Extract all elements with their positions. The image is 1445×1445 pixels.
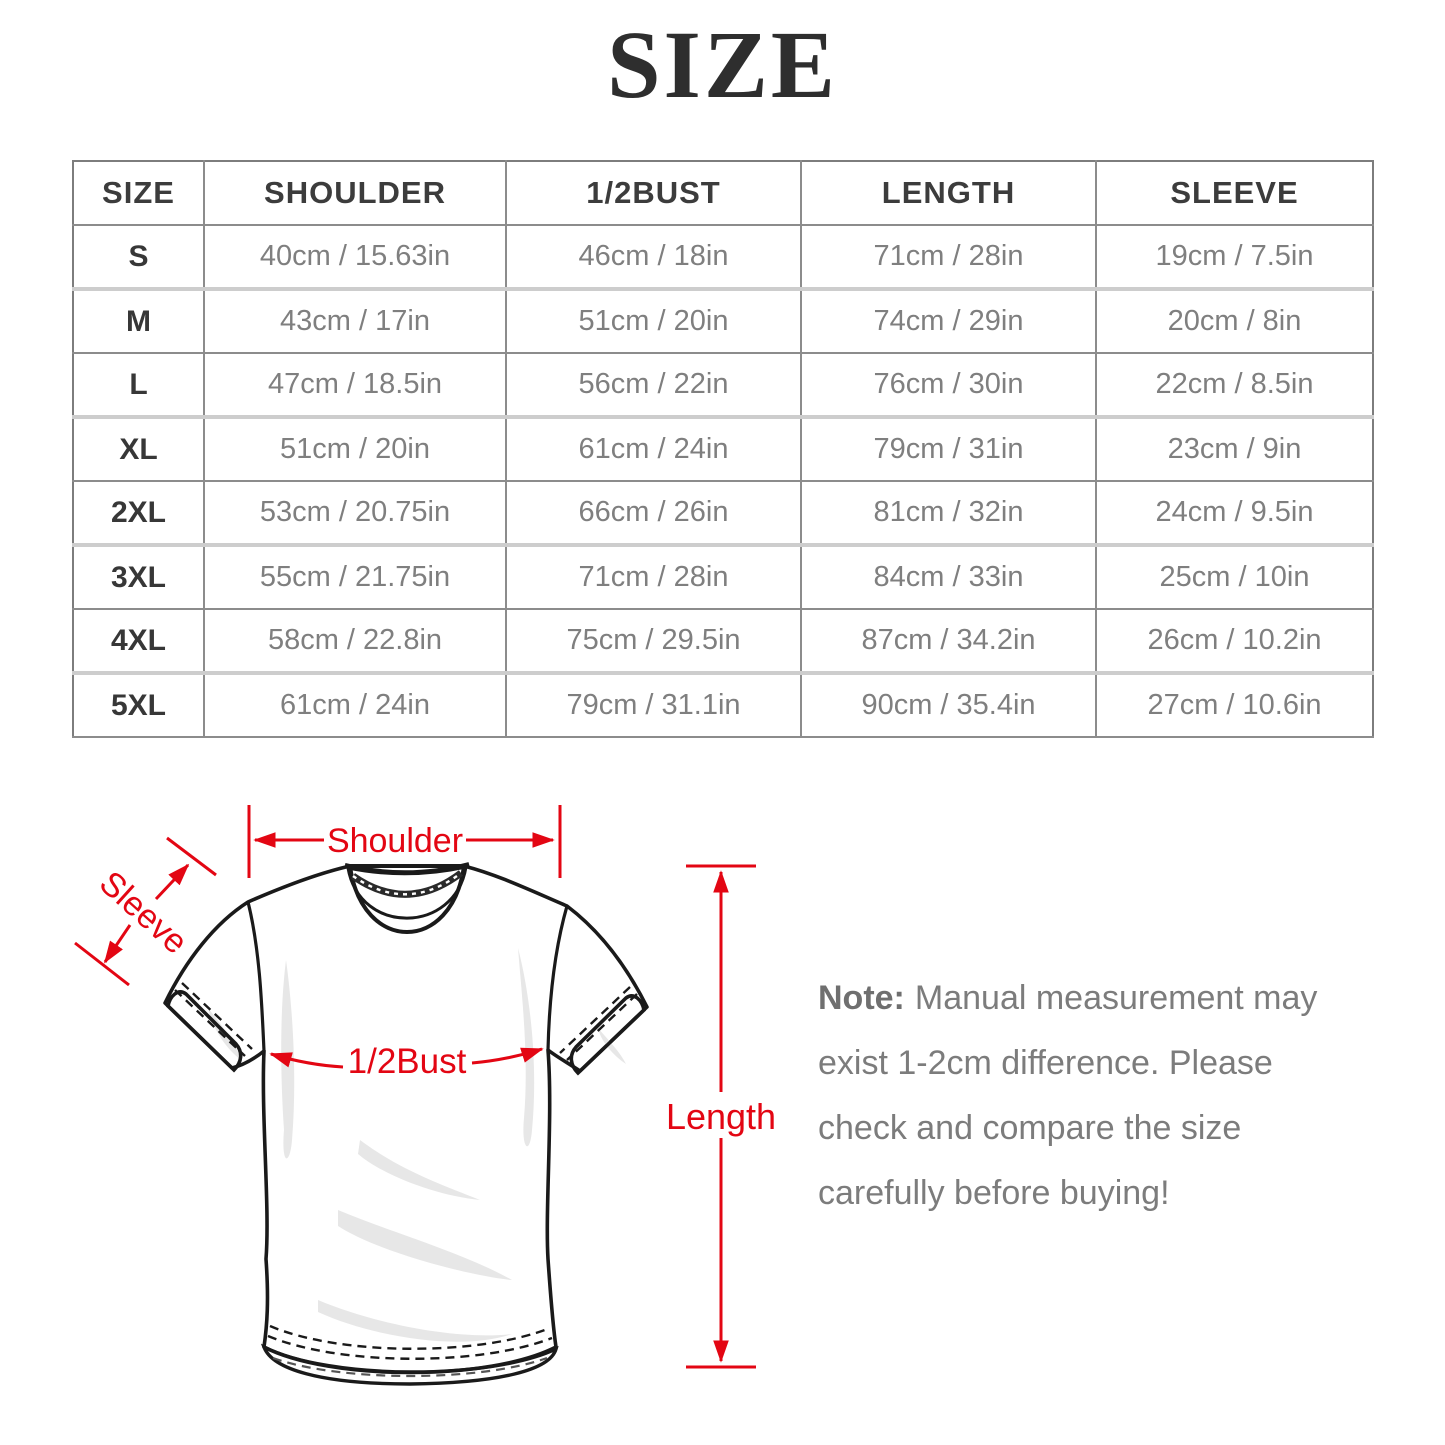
header-shoulder: SHOULDER (204, 161, 506, 225)
cell-length: 74cm / 29in (801, 289, 1096, 353)
sleeve-upper-tick (167, 838, 216, 875)
cell-sleeve: 20cm / 8in (1096, 289, 1373, 353)
note-line: exist 1-2cm difference. Please (818, 1044, 1273, 1082)
cell-size: 4XL (110, 623, 167, 657)
collar (345, 864, 469, 932)
cell-length: 87cm / 34.2in (801, 609, 1096, 673)
cell-size: 5XL (110, 688, 167, 722)
note-line: carefully before buying! (818, 1174, 1170, 1212)
sleeve-lower-tick (75, 943, 129, 985)
table-row (73, 353, 1373, 417)
cell-size: L (129, 367, 148, 401)
header-length: LENGTH (801, 161, 1096, 225)
cell-bust: 61cm / 24in (506, 417, 801, 481)
note-label: Note: (818, 979, 905, 1017)
right-cuff (560, 987, 644, 1073)
note-line-1: Manual measurement may (914, 979, 1318, 1017)
size-table-header (73, 161, 1373, 225)
cell-shoulder: 58cm / 22.8in (204, 609, 506, 673)
collar-chain-stitch (353, 873, 461, 894)
fabric-wrinkles (208, 948, 626, 1342)
note-line (818, 966, 1378, 1031)
size-table-body (73, 225, 1373, 737)
header-row (73, 161, 1373, 225)
cell-shoulder: 47cm / 18.5in (204, 353, 506, 417)
cell-bust: 51cm / 20in (506, 289, 801, 353)
cell-sleeve: 23cm / 9in (1096, 417, 1373, 481)
page-title: SIZE (607, 11, 838, 118)
shoulder-label: Shoulder (326, 822, 464, 860)
tshirt-illustration (165, 864, 647, 1384)
cell-length: 76cm / 30in (801, 353, 1096, 417)
cell-size: 3XL (110, 560, 167, 594)
table-row (73, 289, 1373, 353)
sleeve-label: Sleeve (91, 863, 195, 962)
sleeve-dimension (75, 838, 216, 985)
table-row (73, 225, 1373, 289)
cell-bust: 79cm / 31.1in (506, 673, 801, 737)
tshirt-outline (165, 866, 647, 1373)
cell-shoulder: 55cm / 21.75in (204, 545, 506, 609)
table-row (73, 481, 1373, 545)
note-text (818, 966, 1378, 1226)
table-row (73, 609, 1373, 673)
header-sleeve: SLEEVE (1096, 161, 1373, 225)
cell-shoulder: 53cm / 20.75in (204, 481, 506, 545)
cell-size: M (126, 304, 151, 338)
left-cuff (168, 983, 252, 1070)
cell-bust: 75cm / 29.5in (506, 609, 801, 673)
cell-sleeve: 22cm / 8.5in (1096, 353, 1373, 417)
cell-bust: 66cm / 26in (506, 481, 801, 545)
cell-length: 71cm / 28in (801, 225, 1096, 289)
length-dimension (666, 866, 776, 1367)
table-row (73, 545, 1373, 609)
cell-size: 2XL (110, 495, 167, 529)
note-line: check and compare the size (818, 1109, 1242, 1147)
cell-length: 79cm / 31in (801, 417, 1096, 481)
header-size: SIZE (102, 175, 175, 210)
bust-dimension (271, 1042, 542, 1081)
cell-sleeve: 25cm / 10in (1096, 545, 1373, 609)
size-table (72, 160, 1374, 738)
cell-size: S (128, 239, 149, 273)
table-row (73, 417, 1373, 481)
cell-length: 90cm / 35.4in (801, 673, 1096, 737)
cell-bust: 71cm / 28in (506, 545, 801, 609)
cell-size: XL (119, 432, 158, 466)
cell-length: 84cm / 33in (801, 545, 1096, 609)
cell-bust: 46cm / 18in (506, 225, 801, 289)
right-armhole-seam (548, 906, 567, 1050)
cell-sleeve: 24cm / 9.5in (1096, 481, 1373, 545)
table-row (73, 673, 1373, 737)
header-bust: 1/2BUST (506, 161, 801, 225)
cell-shoulder: 51cm / 20in (204, 417, 506, 481)
cell-bust: 56cm / 22in (506, 353, 801, 417)
length-label: Length (665, 1096, 777, 1137)
cell-sleeve: 27cm / 10.6in (1096, 673, 1373, 737)
cell-sleeve: 26cm / 10.2in (1096, 609, 1373, 673)
left-armhole-seam (248, 902, 264, 1051)
cell-length: 81cm / 32in (801, 481, 1096, 545)
cell-shoulder: 43cm / 17in (204, 289, 506, 353)
cell-shoulder: 40cm / 15.63in (204, 225, 506, 289)
tshirt-measurement-diagram (40, 780, 800, 1445)
bust-label: 1/2Bust (347, 1042, 467, 1081)
cell-sleeve: 19cm / 7.5in (1096, 225, 1373, 289)
cell-shoulder: 61cm / 24in (204, 673, 506, 737)
